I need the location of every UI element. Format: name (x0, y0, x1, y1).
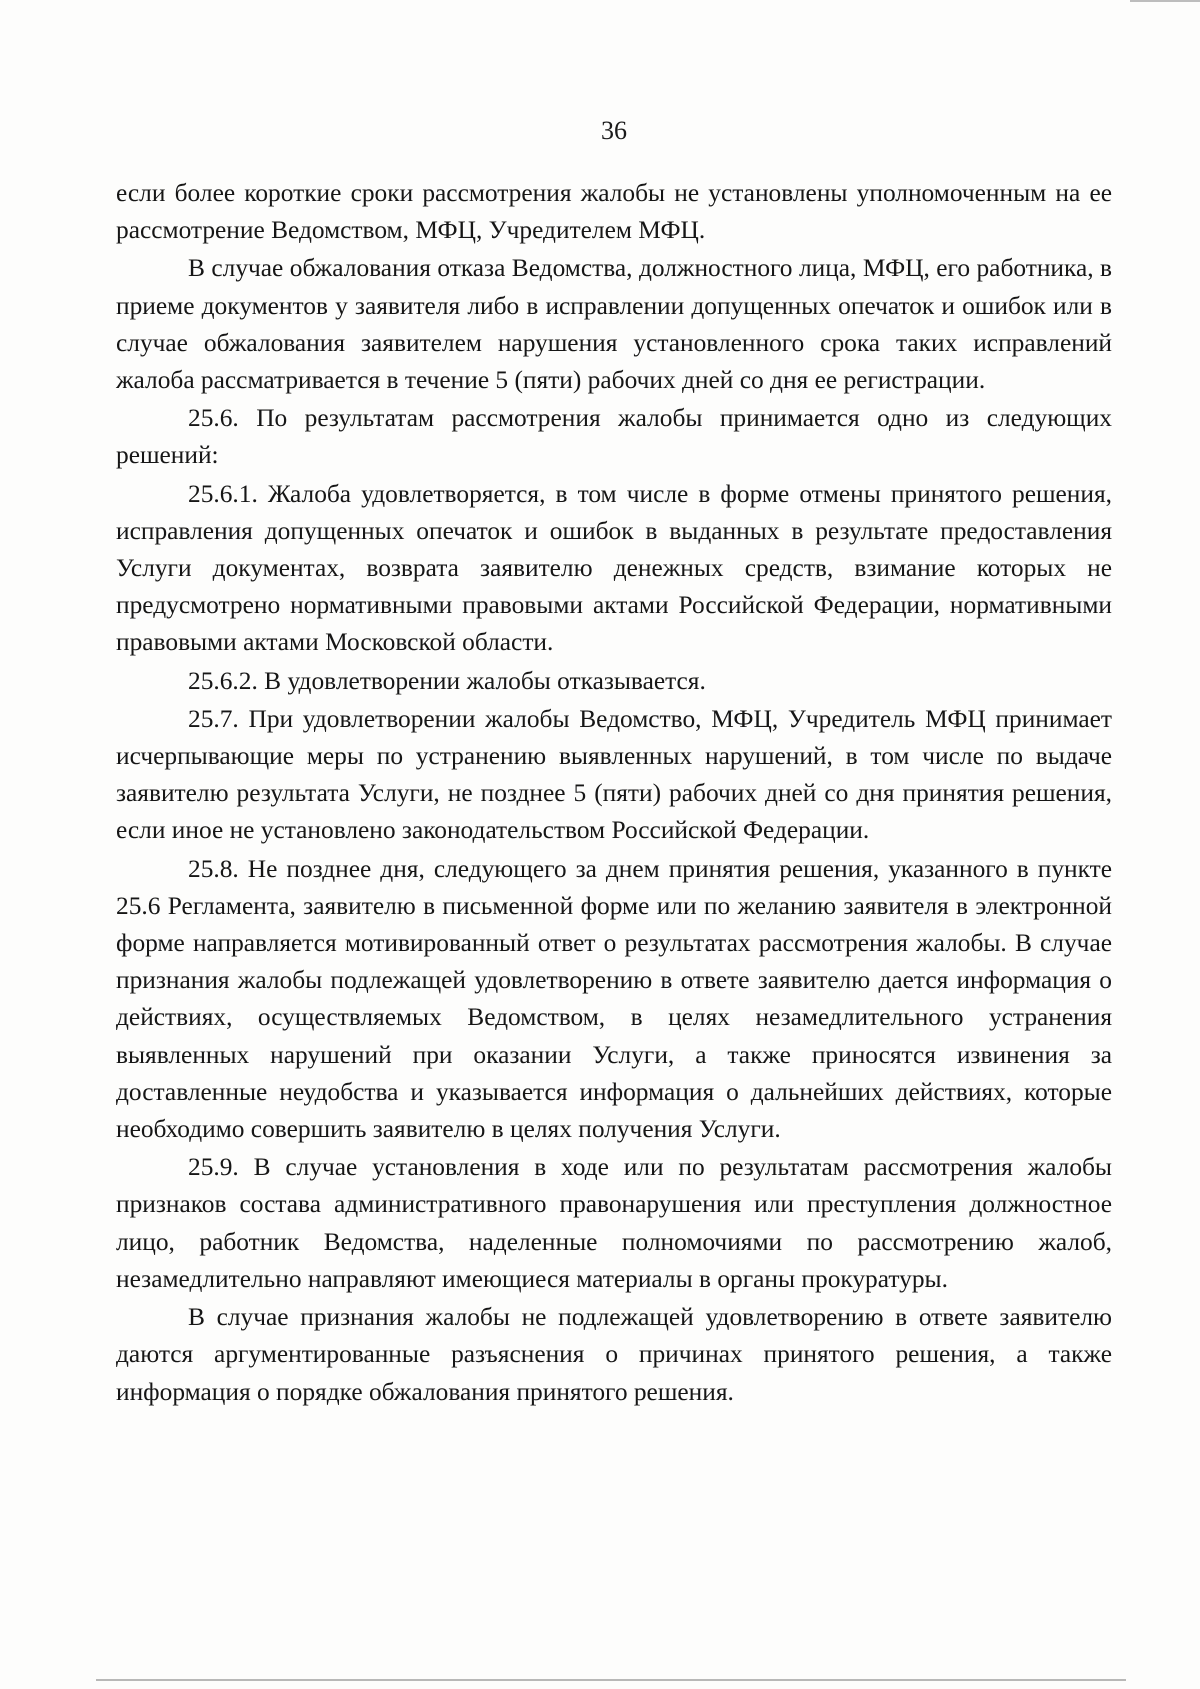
scan-edge-mark (1130, 0, 1200, 2)
paragraph-25-6-1: 25.6.1. Жалоба удовлетворяется, в том числе в форме отмены принятого решения, исправления допущенных опечаток и ошибок в выданных в результате предоставления Услуги документах, возврата заявителю денежных средств, взимание которых не предусмотрено нормативными правовыми актами Российской Федерации, нормативными правовыми актами Московской области. (116, 479, 1112, 657)
document-body (116, 175, 1112, 1411)
page-number: 36 (601, 116, 627, 145)
paragraph-continuation: если более короткие сроки рассмотрения жалобы не установлены уполномоченным на ее рассмотрение Ведомством, МФЦ, Учредителем МФЦ. (116, 179, 1112, 245)
paragraph-appeal-refusal: В случае обжалования отказа Ведомства, должностного лица, МФЦ, его работника, в приеме документов у заявителя либо в исправлении допущенных опечаток и ошибок или в случае обжалования заявителем нарушения установленного срока таких исправлений жалоба рассматривается в течение 5 (пяти) рабочих дней со дня ее регистрации. (116, 254, 1112, 395)
scan-bottom-line (96, 1679, 1126, 1681)
paragraph-25-7: 25.7. При удовлетворении жалобы Ведомство, МФЦ, Учредитель МФЦ принимает исчерпывающие меры по устранению выявленных нарушений, в том числе по выдаче заявителю результата Услуги, не позднее 5 (пяти) рабочих дней со дня принятия решения, если иное не установлено законодательством Российской Федерации. (116, 704, 1112, 845)
paragraph-25-6: 25.6. По результатам рассмотрения жалобы принимается одно из следующих решений: (116, 404, 1112, 470)
paragraph-25-9: 25.9. В случае установления в ходе или по результатам рассмотрения жалобы признаков состава административного правонарушения или преступления должностное лицо, работник Ведомства, наделенные полномочиями по рассмотрению жалоб, незамедлительно направляют имеющиеся материалы в органы прокуратуры. (116, 1153, 1112, 1293)
paragraph-25-6-2: 25.6.2. В удовлетворении жалобы отказывается. (188, 666, 706, 695)
paragraph-rejection: В случае признания жалобы не подлежащей удовлетворению в ответе заявителю даются аргументированные разъяснения о причинах принятого решения, а также информация о порядке обжалования принятого решения. (116, 1303, 1112, 1406)
paragraph-25-8: 25.8. Не позднее дня, следующего за днем принятия решения, указанного в пункте 25.6 Регламента, заявителю в письменной форме или по желанию заявителя в электронной форме направляется мотивированный ответ о результатах рассмотрения жалобы. В случае признания жалобы подлежащей удовлетворению в ответе заявителю дается информация о действиях, осуществляемых Ведомством, в целях незамедлительного устранения выявленных нарушений при оказании Услуги, а также приносятся извинения за доставленные неудобства и указывается информация о дальнейших действиях, которые необходимо совершить заявителю в целях получения Услуги. (116, 854, 1112, 1144)
